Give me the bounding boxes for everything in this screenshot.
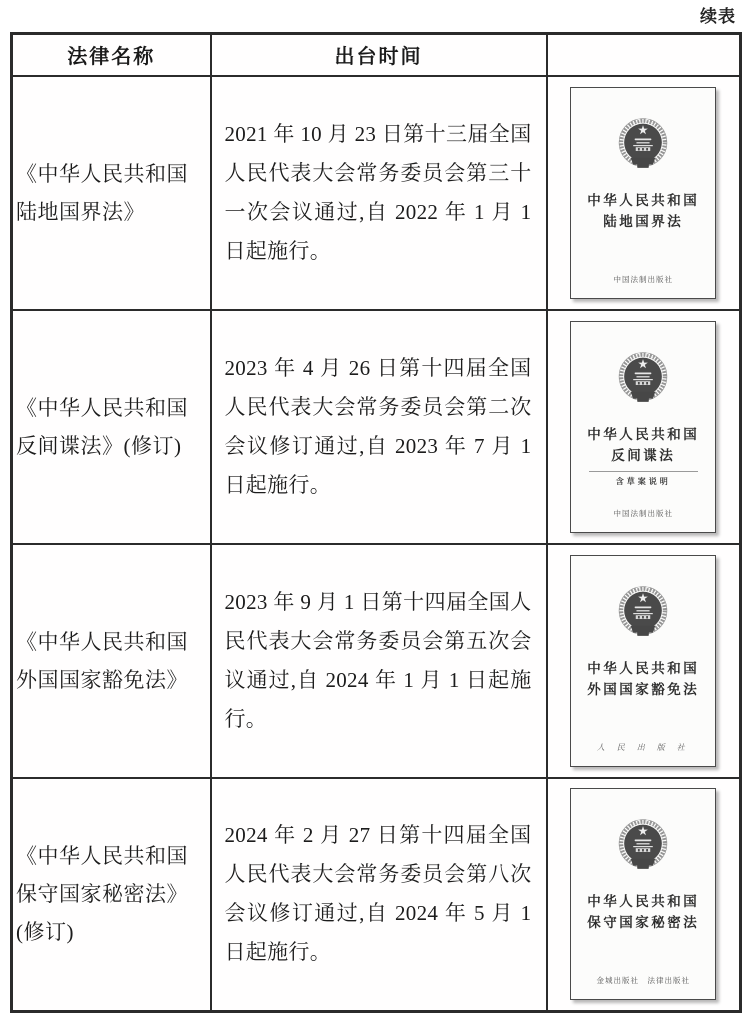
issue-time-text: 2023 年 9 月 1 日第十四届全国人民代表大会常务委员会第五次会议通过,自 2024 年 1 月 1 日起施行。	[224, 589, 532, 731]
cover-title-line: 反间谍法	[611, 447, 676, 463]
cover-publisher: 中国法制出版社	[613, 508, 673, 518]
law-name-cell	[12, 76, 211, 310]
law-name-line: 《中华人民共和国	[16, 161, 188, 186]
law-name-line: 外国国家豁免法》	[16, 667, 188, 692]
book-cover	[570, 555, 716, 767]
continued-table-label: 续表	[700, 7, 736, 26]
law-name-cell	[12, 778, 211, 1012]
cover-publisher: 中国法制出版社	[613, 274, 673, 284]
cover-cell	[547, 778, 741, 1012]
issue-time-cell	[211, 778, 547, 1012]
cover-rule	[589, 471, 698, 472]
cover-publisher: 金城出版社 法律出版社	[596, 976, 690, 986]
cover-title	[587, 424, 699, 466]
cover-publisher: 人 民 出 版 社	[596, 742, 690, 752]
issue-time-text: 2021 年 10 月 23 日第十三届全国人民代表大会常务委员会第三十一次会议通过,自 2022 年 1 月 1 日起施行。	[224, 121, 532, 263]
header-cover	[547, 34, 741, 76]
law-name-line: 《中华人民共和国	[16, 395, 188, 420]
law-table	[10, 32, 742, 1013]
prc-national-emblem-icon	[614, 112, 672, 173]
table-row-counter-espionage-law	[12, 310, 741, 544]
book-cover	[570, 788, 716, 1000]
cover-title-line: 外国国家豁免法	[587, 681, 700, 697]
cover-cell	[547, 544, 741, 778]
cover-title-line: 中华人民共和国	[587, 192, 700, 208]
prc-national-emblem-icon	[614, 813, 672, 874]
issue-time-cell	[211, 76, 547, 310]
law-name-line: (修订)	[16, 920, 74, 945]
table-row-foreign-state-immunity-law	[12, 544, 741, 778]
issue-time-text: 2024 年 2 月 27 日第十四届全国人民代表大会常务委员会第八次会议修订通过,自 2024 年 5 月 1 日起施行。	[224, 823, 532, 965]
issue-time-cell	[211, 544, 547, 778]
law-name-line: 反间谍法》(修订)	[16, 433, 182, 458]
cover-title-line: 保守国家秘密法	[587, 915, 700, 931]
law-name-line: 《中华人民共和国	[16, 629, 188, 654]
issue-time-text: 2023 年 4 月 26 日第十四届全国人民代表大会常务委员会第二次会议修订通过,自 2023 年 7 月 1 日起施行。	[224, 355, 532, 497]
table-header-row	[12, 34, 741, 76]
cover-title	[587, 658, 699, 700]
issue-time-cell	[211, 310, 547, 544]
table-row-land-border-law	[12, 76, 741, 310]
law-name-cell	[12, 310, 211, 544]
cover-subtitle: 含草案说明	[615, 476, 671, 486]
table-row-state-secrets-law	[12, 778, 741, 1012]
prc-national-emblem-icon	[614, 580, 672, 641]
cover-title	[587, 891, 699, 933]
law-name-line: 陆地国界法》	[16, 199, 145, 224]
cover-title-line: 陆地国界法	[603, 213, 684, 229]
law-name-line: 《中华人民共和国	[16, 844, 188, 869]
cover-title-line: 中华人民共和国	[587, 660, 700, 676]
prc-national-emblem-icon	[614, 346, 672, 407]
cover-cell	[547, 310, 741, 544]
law-name-line: 保守国家秘密法》	[16, 882, 188, 907]
header-issue-time: 出台时间	[211, 34, 547, 76]
book-cover	[570, 87, 716, 299]
cover-title-line: 中华人民共和国	[587, 894, 700, 910]
cover-cell	[547, 76, 741, 310]
law-name-cell	[12, 544, 211, 778]
cover-title	[587, 190, 699, 232]
book-cover	[570, 321, 716, 533]
header-law-name: 法律名称	[12, 34, 211, 76]
cover-title-line: 中华人民共和国	[587, 426, 700, 442]
